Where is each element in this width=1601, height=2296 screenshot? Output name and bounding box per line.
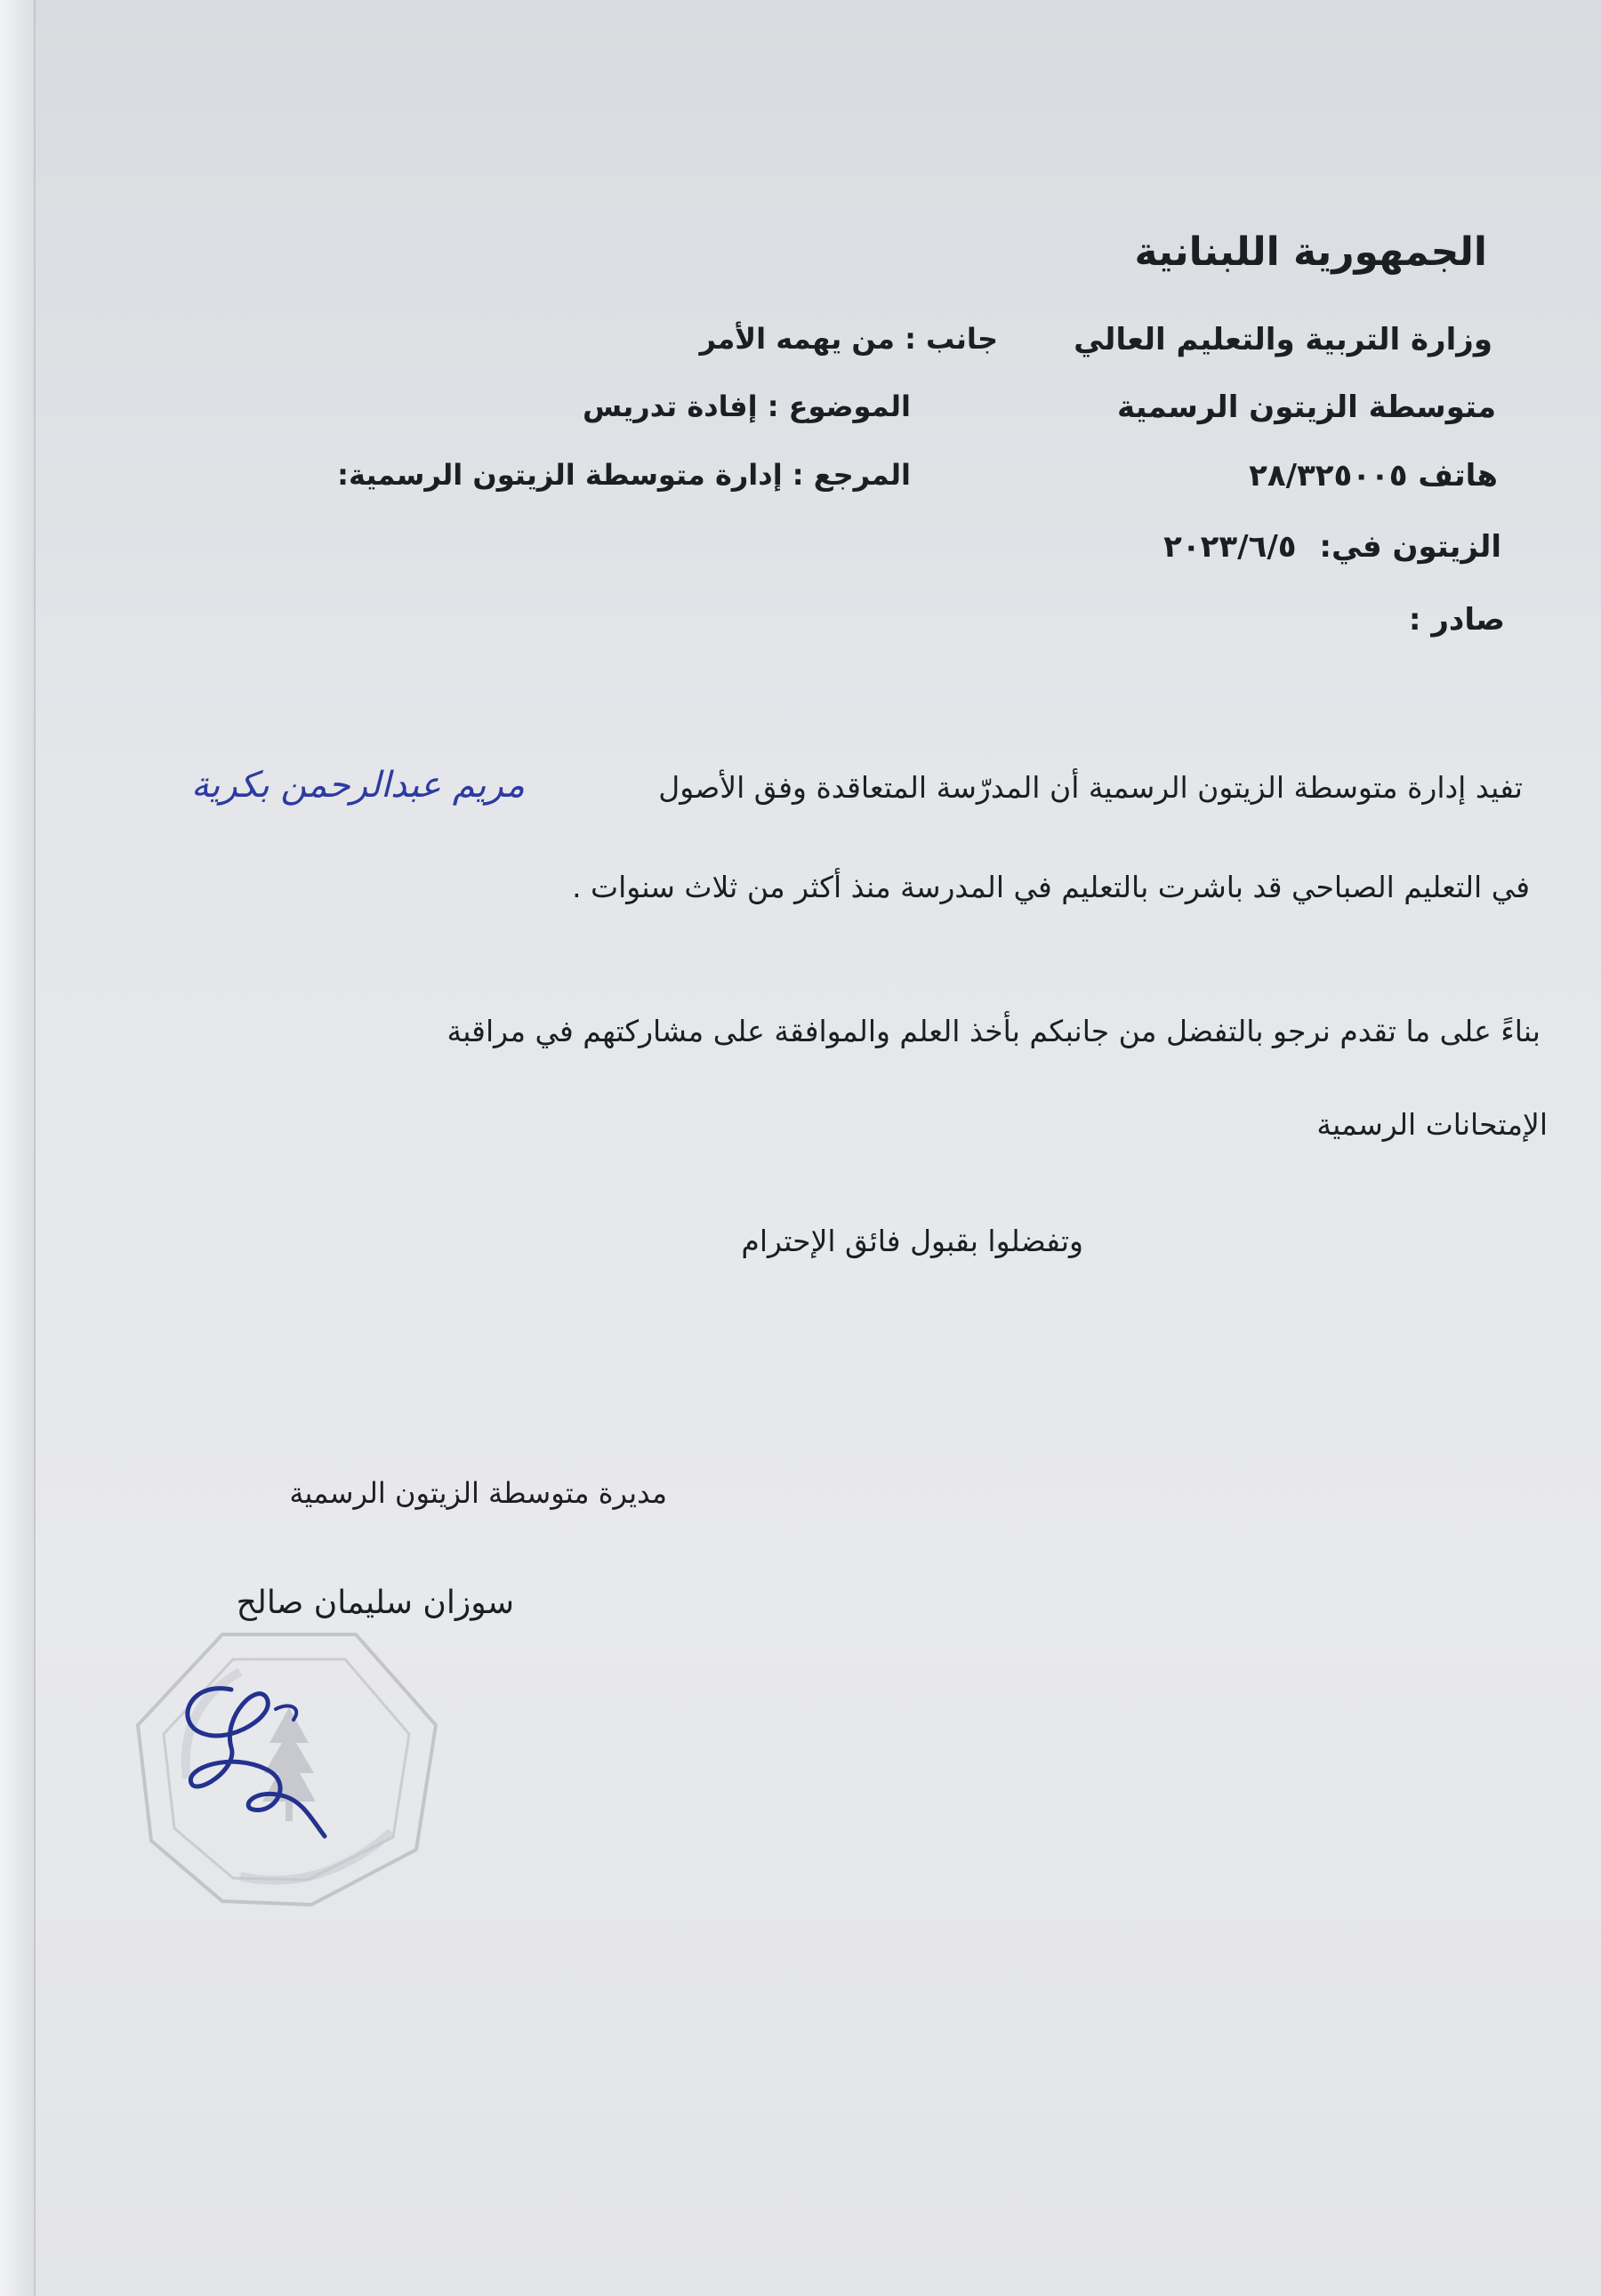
body-line-4: الإمتحانات الرسمية [1316, 1107, 1548, 1142]
school-line: متوسطة الزيتون الرسمية [1117, 389, 1496, 425]
reference-line: المرجع : إدارة متوسطة الزيتون الرسمية: [337, 458, 911, 492]
body-line-2: في التعليم الصباحي قد باشرت بالتعليم في المدرسة منذ أكثر من ثلاث سنوات . [572, 870, 1530, 904]
signatory-name: سوزان سليمان صالح [236, 1585, 514, 1621]
body-line-1: تفيد إدارة متوسطة الزيتون الرسمية أن المدرّسة المتعاقدة وفق الأصول [658, 770, 1523, 805]
handwritten-name: مريم عبدالرحمن بكرية [190, 765, 525, 806]
handwritten-signature [169, 1663, 329, 1841]
addressee-line: جانب : من يهمه الأمر [699, 322, 998, 356]
phone-line: هاتف ٢٨/٣٢٥٠٠٥ [1249, 458, 1498, 494]
ministry-line: وزارة التربية والتعليم العالي [1074, 322, 1492, 357]
issued-line: صادر : [1408, 602, 1505, 638]
subject-line: الموضوع : إفادة تدريس [583, 389, 911, 423]
date-value: ٢٠٢٣/٦/٥ [1163, 529, 1297, 565]
date-label: الزيتون في: [1319, 529, 1501, 565]
closing-line: وتفضلوا بقبول فائق الإحترام [741, 1224, 1083, 1258]
signatory-title: مديرة متوسطة الزيتون الرسمية [289, 1476, 667, 1510]
body-line-3: بناءً على ما تقدم نرجو بالتفضل من جانبكم بأخذ العلم والموافقة على مشاركتهم في مراقبة [447, 1014, 1541, 1048]
date-line [1163, 529, 1501, 565]
country-heading: الجمهورية اللبنانية [1134, 229, 1487, 275]
